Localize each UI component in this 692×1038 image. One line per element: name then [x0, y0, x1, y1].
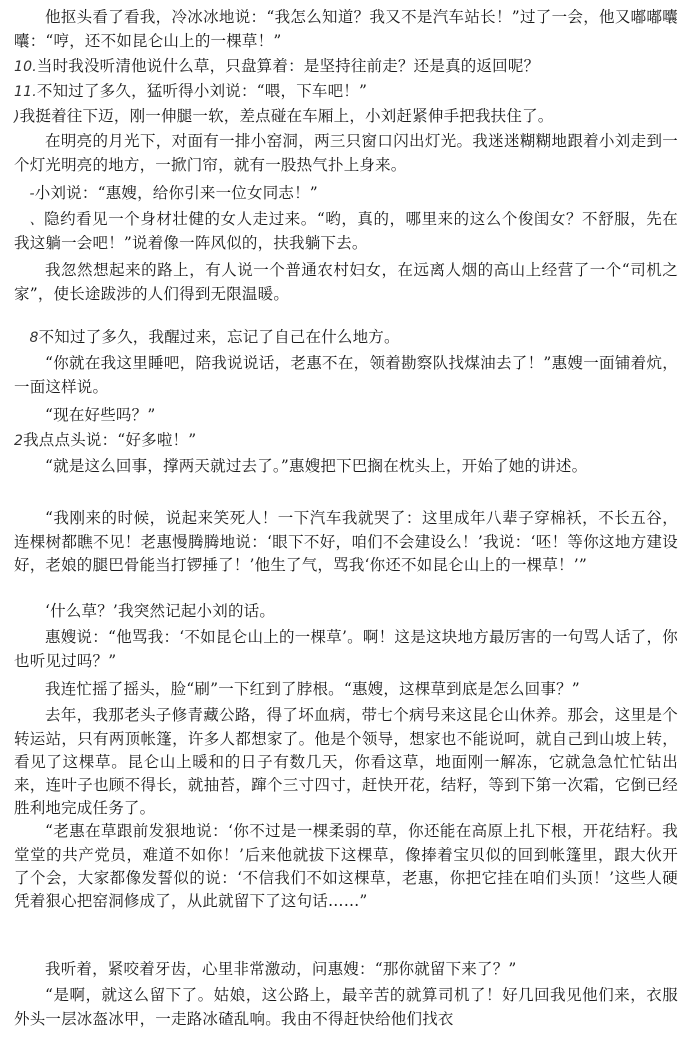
paragraph-15 — [14, 600, 678, 624]
paragraph-text: 他抠头看了看我，冷冰冰地说：“我怎么知道？我又不是汽车站长！”过了一会，他又嘟嘟囔囔：“哼，还不如昆仑山上的一棵草！” — [14, 8, 678, 50]
paragraph-text: 不知过了多久，猛听得小刘说：“喂，下车吧！” — [36, 82, 368, 100]
paragraph-text: “现在好些吗？” — [45, 406, 156, 424]
margin-mark: 8 — [29, 330, 39, 346]
paragraph-text: 小刘说：“惠嫂，给你引来一位女同志！” — [34, 184, 318, 202]
paragraph-text: 我挺着往下迈，刚一伸腿一软，差点碰在车厢上，小刘赶紧伸手把我扶住了。 — [19, 107, 554, 125]
margin-mark: 10. — [14, 59, 37, 75]
margin-mark: 、 — [29, 212, 45, 228]
paragraph-17 — [14, 678, 678, 702]
paragraph-text: 不知过了多久，我醒过来，忘记了自己在什么地方。 — [38, 328, 400, 346]
paragraph-text: 我点点头说：“好多啦！” — [23, 431, 197, 449]
paragraph-10 — [14, 352, 678, 399]
paragraph-text: 去年，我那老头子修青藏公路，得了坏血病，带七个病号来这昆仑山休养。那会，这里是个转运站，只有两顶帐篷，许多人都想家了。他是个领导，想家也不能说呵，就自己到山坡上转，看见了这棵草。昆仑山上暖和的日子有数几天，你看这草，地面刚一解冻，它就急急忙忙钻出来，连叶子也顾不得长，就抽苔，蹿个三寸四寸，赶快开花，结籽，等到下第一次霜，它倒已经胜利地完成任务了。 — [14, 706, 678, 817]
paragraph-text: “我刚来的时候，说起来笑死人！一下汽车我就哭了：这里成年八辈子穿棉袄，不长五谷，连棵树都瞧不见！老惠慢腾腾地说：‘眼下不好，咱们不会建设么！’我说：‘呸！等你这地方建设好，老娘的腿巴骨能当打锣捶了！’他生了气，骂我‘你还不如昆仑山上的一棵草！’” — [14, 509, 678, 574]
margin-mark: - — [29, 186, 35, 202]
paragraph-16 — [14, 626, 678, 673]
paragraph-7 — [14, 208, 678, 255]
paragraph-13 — [14, 455, 678, 479]
paragraph-18 — [14, 704, 678, 820]
paragraph-text: “就是这么回事，撑两天就过去了。”惠嫂把下巴搁在枕头上，开始了她的讲述。 — [45, 457, 588, 475]
margin-mark: 2 — [14, 433, 24, 449]
paragraph-text: 在明亮的月光下，对面有一排小窑洞，两三只窗口闪出灯光。我迷迷糊糊地跟着小刘走到一个灯光明亮的地方，一掀门帘，就有一股热气扑上身来。 — [14, 132, 678, 174]
paragraph-1 — [14, 6, 678, 53]
paragraph-text: “是啊，就这么留下了。姑娘，这公路上，最辛苦的就算司机了！好几回我见他们来，衣服外头一层冰盔冰甲，一走路冰碴乱响。我由不得赶快给他们找衣 — [14, 986, 678, 1028]
paragraph-2 — [14, 55, 678, 79]
paragraph-8 — [14, 259, 678, 306]
paragraph-14 — [14, 507, 678, 577]
paragraph-3 — [14, 80, 678, 104]
paragraph-text: “你就在我这里睡吧，陪我说说话，老惠不在，领着勘察队找煤油去了！”惠嫂一面铺着炕，一面这样说。 — [14, 354, 678, 396]
paragraph-text: 惠嫂说：“他骂我：‘不如昆仑山上的一棵草’。啊！这是这块地方最厉害的一句骂人话了，你也听见过吗？” — [14, 628, 678, 670]
paragraph-4 — [14, 105, 678, 129]
paragraph-text: 我连忙摇了摇头，脸“刷”一下红到了脖根。“惠嫂，这棵草到底是怎么回事？” — [45, 680, 580, 698]
margin-mark: 11. — [14, 84, 37, 100]
paragraph-text: 我忽然想起来的路上，有人说一个普通农村妇女，在远离人烟的高山上经营了一个“司机之家”，使长途跋涉的人们得到无限温暖。 — [14, 261, 678, 303]
paragraph-text: 当时我没听清他说什么草，只盘算着：是坚持往前走？还是真的返回呢？ — [36, 57, 540, 75]
paragraph-text: “老惠在草跟前发狠地说：‘你不过是一棵柔弱的草，你还能在高原上扎下根，开花结籽。我堂堂的共产党员，难道不如你！’后来他就拔下这棵草，像捧着宝贝似的回到帐篷里，跟大伙开了个会，大家都像发誓似的说：‘不信我们不如这棵草，老惠，你把它挂在咱们头顶！’这些人硬凭着狠心把窑洞修成了，从此就留下了这句话……” — [14, 822, 678, 910]
paragraph-12 — [14, 429, 678, 453]
paragraph-19 — [14, 820, 678, 913]
paragraph-21 — [14, 984, 678, 1031]
paragraph-5 — [14, 130, 678, 177]
paragraph-20 — [14, 958, 678, 982]
paragraph-text: 我听着，紧咬着牙齿，心里非常激动，问惠嫂：“那你就留下来了？” — [45, 960, 517, 978]
paragraph-9 — [14, 326, 678, 350]
paragraph-text: 隐约看见一个身材壮健的女人走过来。“哟，真的，哪里来的这么个俊闺女？不舒服，先在我这躺一会吧！”说着像一阵风似的，扶我躺下去。 — [14, 210, 678, 252]
paragraph-text: ‘什么草？’我突然记起小刘的话。 — [45, 602, 276, 620]
paragraph-6 — [14, 182, 678, 206]
margin-mark: ) — [14, 109, 20, 125]
paragraph-11 — [14, 404, 678, 428]
